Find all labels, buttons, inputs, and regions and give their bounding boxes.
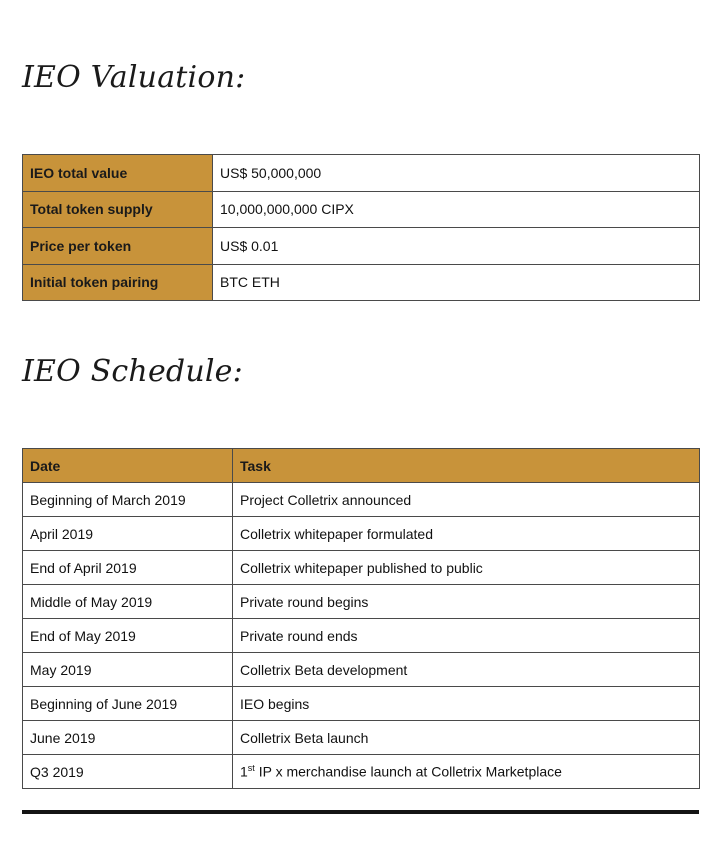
schedule-task: Colletrix Beta development	[233, 653, 700, 687]
schedule-task: Colletrix whitepaper published to public	[233, 551, 700, 585]
table-row	[23, 755, 700, 789]
table-row	[23, 687, 700, 721]
column-header-task: Task	[233, 449, 700, 483]
schedule-date: Q3 2019	[23, 755, 233, 789]
schedule-task: Private round begins	[233, 585, 700, 619]
schedule-task: Colletrix whitepaper formulated	[233, 517, 700, 551]
valuation-label: Price per token	[23, 228, 213, 265]
valuation-table	[22, 154, 700, 301]
task-text: IP x merchandise launch at Colletrix Marketplace	[254, 763, 562, 780]
schedule-date: June 2019	[23, 721, 233, 755]
schedule-table	[22, 448, 700, 789]
schedule-date: Beginning of June 2019	[23, 687, 233, 721]
table-header-row	[23, 449, 700, 483]
valuation-value: US$ 0.01	[213, 228, 700, 265]
schedule-date: May 2019	[23, 653, 233, 687]
schedule-date: Middle of May 2019	[23, 585, 233, 619]
schedule-task	[233, 755, 700, 789]
schedule-heading: IEO Schedule:	[22, 354, 243, 389]
schedule-task: IEO begins	[233, 687, 700, 721]
schedule-date: April 2019	[23, 517, 233, 551]
table-row	[23, 585, 700, 619]
schedule-date: Beginning of March 2019	[23, 483, 233, 517]
bottom-divider	[22, 810, 699, 814]
schedule-task: Colletrix Beta launch	[233, 721, 700, 755]
valuation-label: IEO total value	[23, 155, 213, 192]
table-row	[23, 264, 700, 301]
valuation-value: BTC ETH	[213, 264, 700, 301]
table-row	[23, 483, 700, 517]
table-row	[23, 155, 700, 192]
valuation-heading: IEO Valuation:	[22, 60, 246, 95]
schedule-task: Private round ends	[233, 619, 700, 653]
valuation-label: Initial token pairing	[23, 264, 213, 301]
table-row	[23, 228, 700, 265]
ordinal-suffix: st	[247, 763, 255, 774]
schedule-task: Project Colletrix announced	[233, 483, 700, 517]
table-row	[23, 619, 700, 653]
table-row	[23, 721, 700, 755]
valuation-value: US$ 50,000,000	[213, 155, 700, 192]
table-row	[23, 517, 700, 551]
column-header-date: Date	[23, 449, 233, 483]
valuation-label: Total token supply	[23, 191, 213, 228]
schedule-date: End of April 2019	[23, 551, 233, 585]
ordinal-number: 1	[240, 763, 248, 780]
valuation-value: 10,000,000,000 CIPX	[213, 191, 700, 228]
table-row	[23, 191, 700, 228]
table-row	[23, 653, 700, 687]
table-row	[23, 551, 700, 585]
schedule-date: End of May 2019	[23, 619, 233, 653]
